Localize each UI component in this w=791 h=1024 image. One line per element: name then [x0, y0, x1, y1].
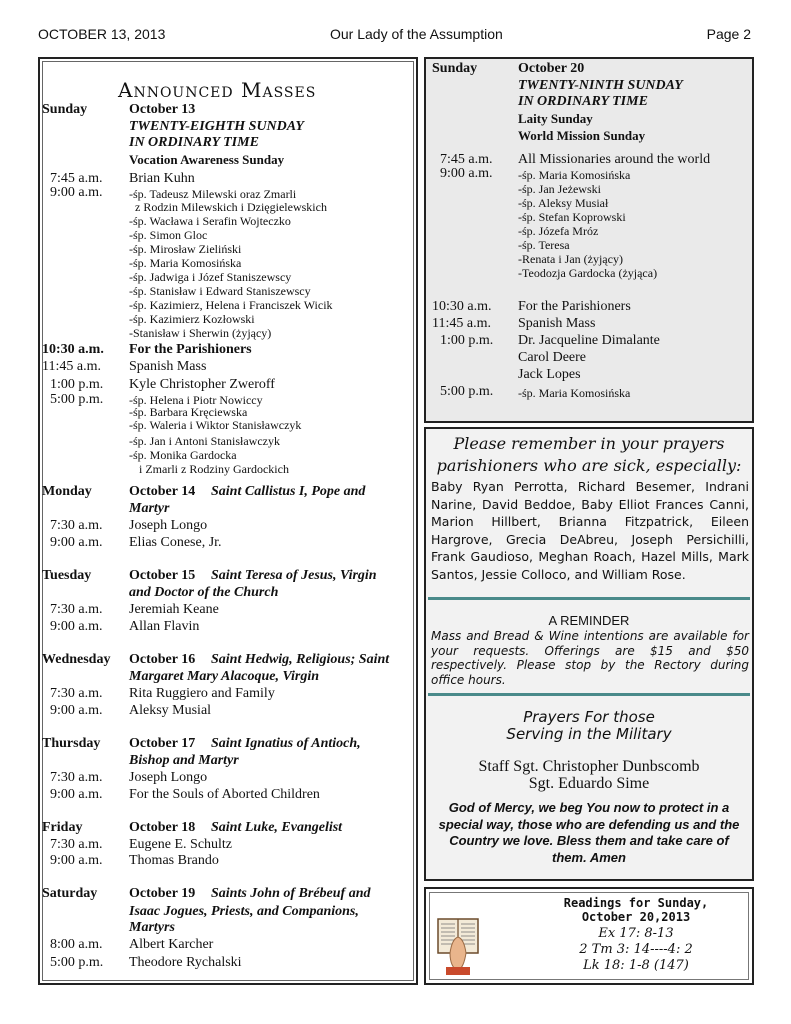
mass-intention: Brian Kuhn — [129, 171, 195, 186]
divider — [428, 597, 750, 600]
reminder-body: Mass and Bread & Wine intentions are available for your requests. Offerings are $15 and $50 respectively. Please stop by the Rectory during office hours. — [431, 629, 749, 687]
day-date: October 17 — [129, 736, 196, 751]
intention-line: -Renata i Jan (żyjący) — [518, 252, 623, 266]
mass-intention: Albert Karcher — [129, 937, 214, 952]
intention-line: -śp. Kazimierz, Helena i Franciszek Wicik — [129, 298, 333, 312]
mass-time: 7:30 a.m. — [50, 602, 103, 617]
mass-intention: Thomas Brando — [129, 853, 219, 868]
intention-line: -śp. Stefan Koprowski — [518, 210, 626, 224]
mass-intention: All Missionaries around the world — [518, 152, 711, 167]
day-date: October 19 — [129, 886, 196, 901]
intention-line: -Stanisław i Sherwin (żyjący) — [129, 326, 272, 340]
mass-intention: For the Souls of Aborted Children — [129, 787, 320, 802]
reminder-title: A REMINDER — [548, 613, 630, 628]
mass-time: 9:00 a.m. — [50, 787, 103, 802]
intention-line: -śp. Jan Jeżewski — [518, 182, 601, 196]
intention-line: i Zmarli z Rodziny Gardockich — [139, 462, 289, 476]
feast-note: World Mission Sunday — [518, 128, 646, 143]
mass-time: 10:30 a.m. — [42, 342, 104, 357]
intention-line: -śp. Aleksy Musiał — [518, 196, 609, 210]
saint-line: Isaac Jogues, Priests, and Companions, — [129, 904, 359, 919]
intention-line: -śp. Stanisław i Edward Staniszewscy — [129, 284, 311, 298]
mass-time: 9:00 a.m. — [50, 535, 103, 550]
mass-time: 5:00 p.m. — [50, 955, 104, 970]
mass-time: 1:00 p.m. — [50, 377, 104, 392]
mass-intention: Elias Conese, Jr. — [129, 535, 222, 550]
intention-line: -śp. Jadwiga i Józef Staniszewscy — [129, 270, 292, 284]
saint-line: and Doctor of the Church — [129, 585, 279, 600]
mass-intention: Joseph Longo — [129, 518, 208, 533]
mass-time: 7:30 a.m. — [50, 518, 103, 533]
mass-time: 7:45 a.m. — [50, 171, 103, 186]
day-label: Friday — [42, 820, 83, 835]
sick-names-list: Baby Ryan Perrotta, Richard Besemer, Indrani Narine, David Beddoe, Baby Elliot Frances Canni, Marion Hillbert, Brianna Fitzpatrick, Eileen Hargrove, Grecia DeAbreu, Joseph Persichilli, Frank Gaudioso, Meghan Roach, Hazel Mills, Mark Santos, Jessie Colloco, and William Rose. — [431, 479, 749, 582]
reading-ref: Lk 18: 1-8 (147) — [583, 958, 689, 973]
mass-intention: Theodore Rychalski — [129, 955, 242, 970]
day-date: October 20 — [518, 61, 585, 76]
military-name: Staff Sgt. Christopher Dunbscomb — [478, 758, 700, 775]
intention-line: -śp. Maria Komosińska — [518, 168, 631, 182]
intention-line: -śp. Tadeusz Milewski oraz Zmarli — [129, 187, 297, 201]
military-name: Sgt. Eduardo Sime — [528, 775, 650, 792]
feast-note: Laity Sunday — [518, 111, 593, 126]
saint-line: Margaret Mary Alacoque, Virgin — [129, 669, 320, 684]
intention-line: -śp. Monika Gardocka — [129, 448, 237, 462]
day-label: Tuesday — [42, 568, 92, 583]
intention-line: -śp. Jan i Antoni Stanisławczyk — [129, 434, 280, 448]
feast-line: TWENTY-NINTH SUNDAY — [518, 78, 683, 93]
announced-masses-title: Announced Masses — [118, 78, 317, 102]
header-date: OCTOBER 13, 2013 — [38, 26, 166, 42]
mass-time: 10:30 a.m. — [432, 299, 492, 314]
saint-line: Saint Callistus I, Pope and — [211, 484, 366, 499]
prayers-title — [432, 433, 746, 477]
intention-line: z Rodzin Milewskich i Dzięgielewskich — [135, 200, 327, 214]
mass-intention: Eugene E. Schultz — [129, 837, 233, 852]
mass-time: 9:00 a.m. — [440, 166, 493, 181]
mass-intention: Dr. Jacqueline Dimalante — [518, 333, 660, 348]
day-label: Sunday — [432, 61, 478, 76]
saint-line: Saint Hedwig, Religious; Saint — [211, 652, 390, 667]
mass-time: 5:00 p.m. — [50, 392, 104, 407]
day-date: October 14 — [129, 484, 196, 499]
military-title — [432, 709, 746, 743]
day-label: Thursday — [42, 736, 101, 751]
reading-ref: 2 Tm 3: 14----4: 2 — [579, 942, 693, 957]
mass-time: 5:00 p.m. — [440, 384, 494, 399]
mass-intention: Carol Deere — [518, 350, 587, 365]
feast-line: IN ORDINARY TIME — [518, 94, 648, 109]
intention-line: -śp. Simon Gloc — [129, 228, 208, 242]
mass-time: 7:30 a.m. — [50, 837, 103, 852]
mass-time: 9:00 a.m. — [50, 185, 103, 200]
military-prayer: God of Mercy, we beg You now to protect in a special way, those who are defending us and the Country we love. Bless them and take care of them. Amen — [438, 800, 740, 865]
header-page: Page 2 — [706, 26, 751, 42]
intention-line: -śp. Maria Komosińska — [129, 256, 242, 270]
day-label: Wednesday — [42, 652, 111, 667]
mass-time: 11:45 a.m. — [432, 316, 491, 331]
day-label: Saturday — [42, 886, 98, 901]
intention-line: -śp. Helena i Piotr Nowiccy — [129, 393, 263, 407]
mass-intention: Jeremiah Keane — [129, 602, 219, 617]
intention-line: -śp. Józefa Mróz — [518, 224, 599, 238]
prayers-title-line: parishioners who are sick, especially: — [436, 456, 742, 475]
prayers-title-line: Please remember in your prayers — [453, 434, 725, 453]
mass-intention: Aleksy Musial — [129, 703, 212, 718]
mass-intention: For the Parishioners — [129, 342, 252, 357]
saint-line: Martyr — [129, 501, 170, 516]
saint-line: Martyrs — [129, 920, 175, 935]
intention-line: -śp. Wacława i Serafin Wojteczko — [129, 214, 291, 228]
intention-line: -śp. Kazimierz Kozłowski — [129, 312, 255, 326]
intention-line: -śp. Maria Komosińska — [518, 386, 631, 400]
day-label: Sunday — [42, 102, 88, 117]
mass-intention: Jack Lopes — [518, 367, 581, 382]
mass-time: 7:30 a.m. — [50, 770, 103, 785]
mass-time: 7:45 a.m. — [440, 152, 493, 167]
mass-time: 8:00 a.m. — [50, 937, 103, 952]
mass-time: 9:00 a.m. — [50, 703, 103, 718]
military-title-line: Prayers For those — [523, 708, 655, 726]
day-date: October 15 — [129, 568, 196, 583]
mass-intention: Spanish Mass — [518, 316, 596, 331]
saint-line: Saints John of Brébeuf and — [211, 886, 371, 901]
mass-intention: Rita Ruggiero and Family — [129, 686, 275, 701]
readings-heading: Readings for Sunday, — [563, 896, 709, 910]
saint-line: Saint Luke, Evangelist — [211, 820, 343, 835]
mass-intention: For the Parishioners — [518, 299, 631, 314]
mass-intention: Joseph Longo — [129, 770, 208, 785]
mass-time: 9:00 a.m. — [50, 853, 103, 868]
saint-line: Saint Teresa of Jesus, Virgin — [211, 568, 377, 583]
header-parish: Our Lady of the Assumption — [330, 26, 503, 42]
mass-time: 11:45 a.m. — [42, 359, 101, 374]
feast-line: IN ORDINARY TIME — [129, 135, 259, 150]
day-date: October 18 — [129, 820, 196, 835]
mass-intention: Kyle Christopher Zweroff — [129, 377, 275, 392]
day-date: October 16 — [129, 652, 196, 667]
saint-line: Saint Ignatius of Antioch, — [211, 736, 361, 751]
reading-ref: Ex 17: 8-13 — [598, 926, 674, 941]
intention-line: -śp. Mirosław Zieliński — [129, 242, 242, 256]
divider — [428, 693, 750, 696]
mass-intention: Allan Flavin — [129, 619, 200, 634]
intention-line: -śp. Barbara Kręciewska — [129, 405, 248, 419]
intention-line: -śp. Teresa — [518, 238, 570, 252]
mass-time: 1:00 p.m. — [440, 333, 494, 348]
mass-time: 7:30 a.m. — [50, 686, 103, 701]
readings-heading: October 20,2013 — [581, 910, 691, 924]
mass-intention: Spanish Mass — [129, 359, 207, 374]
saint-line: Bishop and Martyr — [129, 753, 239, 768]
intention-line: -Teodozja Gardocka (żyjąca) — [518, 266, 658, 280]
feast-line: TWENTY-EIGHTH SUNDAY — [129, 119, 304, 134]
day-label: Monday — [42, 484, 92, 499]
bible-hand-icon — [436, 913, 480, 977]
intention-line: -śp. Waleria i Wiktor Stanisławczyk — [129, 418, 302, 432]
military-title-line: Serving in the Military — [506, 725, 672, 743]
feast-note: Vocation Awareness Sunday — [129, 152, 285, 167]
mass-time: 9:00 a.m. — [50, 619, 103, 634]
day-date: October 13 — [129, 102, 196, 117]
